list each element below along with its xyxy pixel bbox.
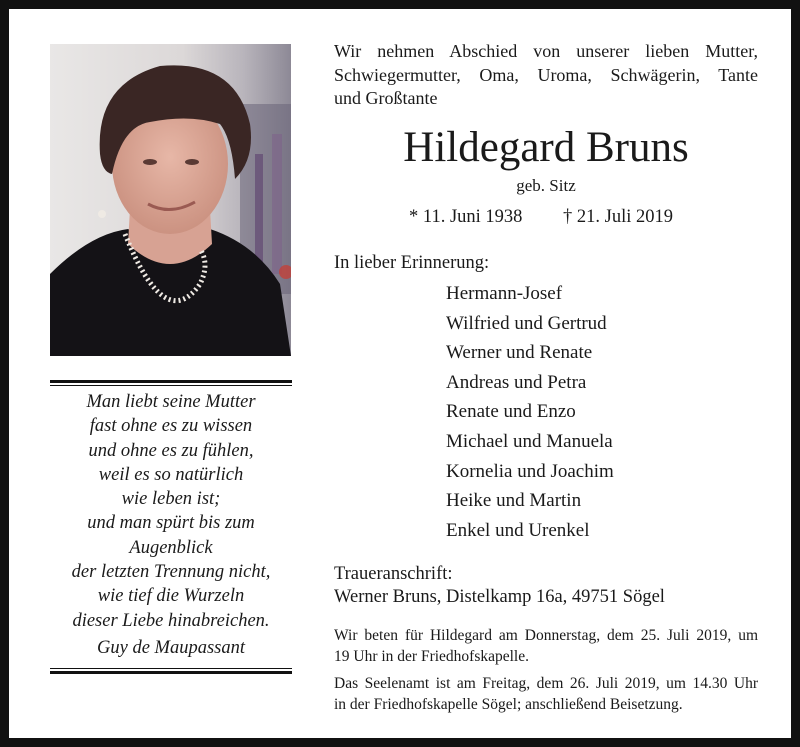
deceased-name: Hildegard Bruns xyxy=(403,124,689,171)
mourners-list xyxy=(446,279,614,545)
poem-line: wie leben ist; xyxy=(121,489,221,510)
mourner-entry: Andreas und Petra xyxy=(446,371,587,393)
notice-line: 19 Uhr in der Friedhofskapelle. xyxy=(334,648,529,665)
intro-line: und Großtante xyxy=(334,88,438,108)
notice-line: in der Friedhofskapelle Sögel; anschließend Beisetzung. xyxy=(334,696,683,713)
poem-top-rule xyxy=(50,380,292,386)
portrait-photo xyxy=(50,44,291,356)
mourning-address: Werner Bruns, Distelkamp 16a, 49751 Sögel xyxy=(334,587,665,607)
poem-line: Man liebt seine Mutter xyxy=(86,392,256,412)
farewell-intro xyxy=(334,40,758,111)
mourner-entry: Heike und Martin xyxy=(446,490,582,512)
memory-label: In lieber Erinnerung: xyxy=(334,253,490,273)
notice-line: Das Seelenamt ist am Freitag, dem 26. Juli 2019, um 14.30 Uhr xyxy=(334,675,758,692)
mourner-entry: Kornelia und Joachim xyxy=(446,460,614,482)
poem-line: weil es so natürlich xyxy=(98,464,244,485)
poem-bottom-rule xyxy=(50,668,292,674)
intro-line: Wir nehmen Abschied von unserer lieben Mutter, xyxy=(334,41,758,61)
poem-line: Augenblick xyxy=(129,537,213,558)
requiem-notice xyxy=(334,673,758,715)
birth-date: * 11. Juni 1938 xyxy=(409,207,523,227)
prayer-notice xyxy=(334,625,758,667)
address-label: Traueranschrift: xyxy=(334,564,453,584)
birth-name: geb. Sitz xyxy=(516,176,576,195)
mourner-entry: Enkel und Urenkel xyxy=(446,519,590,541)
mourner-entry: Wilfried und Gertrud xyxy=(446,312,607,334)
poem xyxy=(50,390,292,660)
mourner-entry: Michael und Manuela xyxy=(446,430,613,452)
poem-line: und ohne es zu fühlen, xyxy=(88,440,254,461)
mourner-entry: Werner und Renate xyxy=(446,342,593,364)
poem-line: und man spürt bis zum xyxy=(87,513,255,534)
death-date: † 21. Juli 2019 xyxy=(563,207,673,227)
mourner-entry: Hermann-Josef xyxy=(446,283,563,304)
mourner-entry: Renate und Enzo xyxy=(446,401,576,423)
poem-line: fast ohne es zu wissen xyxy=(89,416,253,437)
notice-line: Wir beten für Hildegard am Donnerstag, dem 25. Juli 2019, um xyxy=(334,627,758,644)
poem-author: Guy de Maupassant xyxy=(97,637,245,658)
poem-line: dieser Liebe hinabreichen. xyxy=(72,610,270,631)
poem-line: wie tief die Wurzeln xyxy=(97,586,245,607)
poem-line: der letzten Trennung nicht, xyxy=(71,562,271,583)
intro-line: Schwiegermutter, Oma, Uroma, Schwägerin, Tante xyxy=(334,64,758,85)
